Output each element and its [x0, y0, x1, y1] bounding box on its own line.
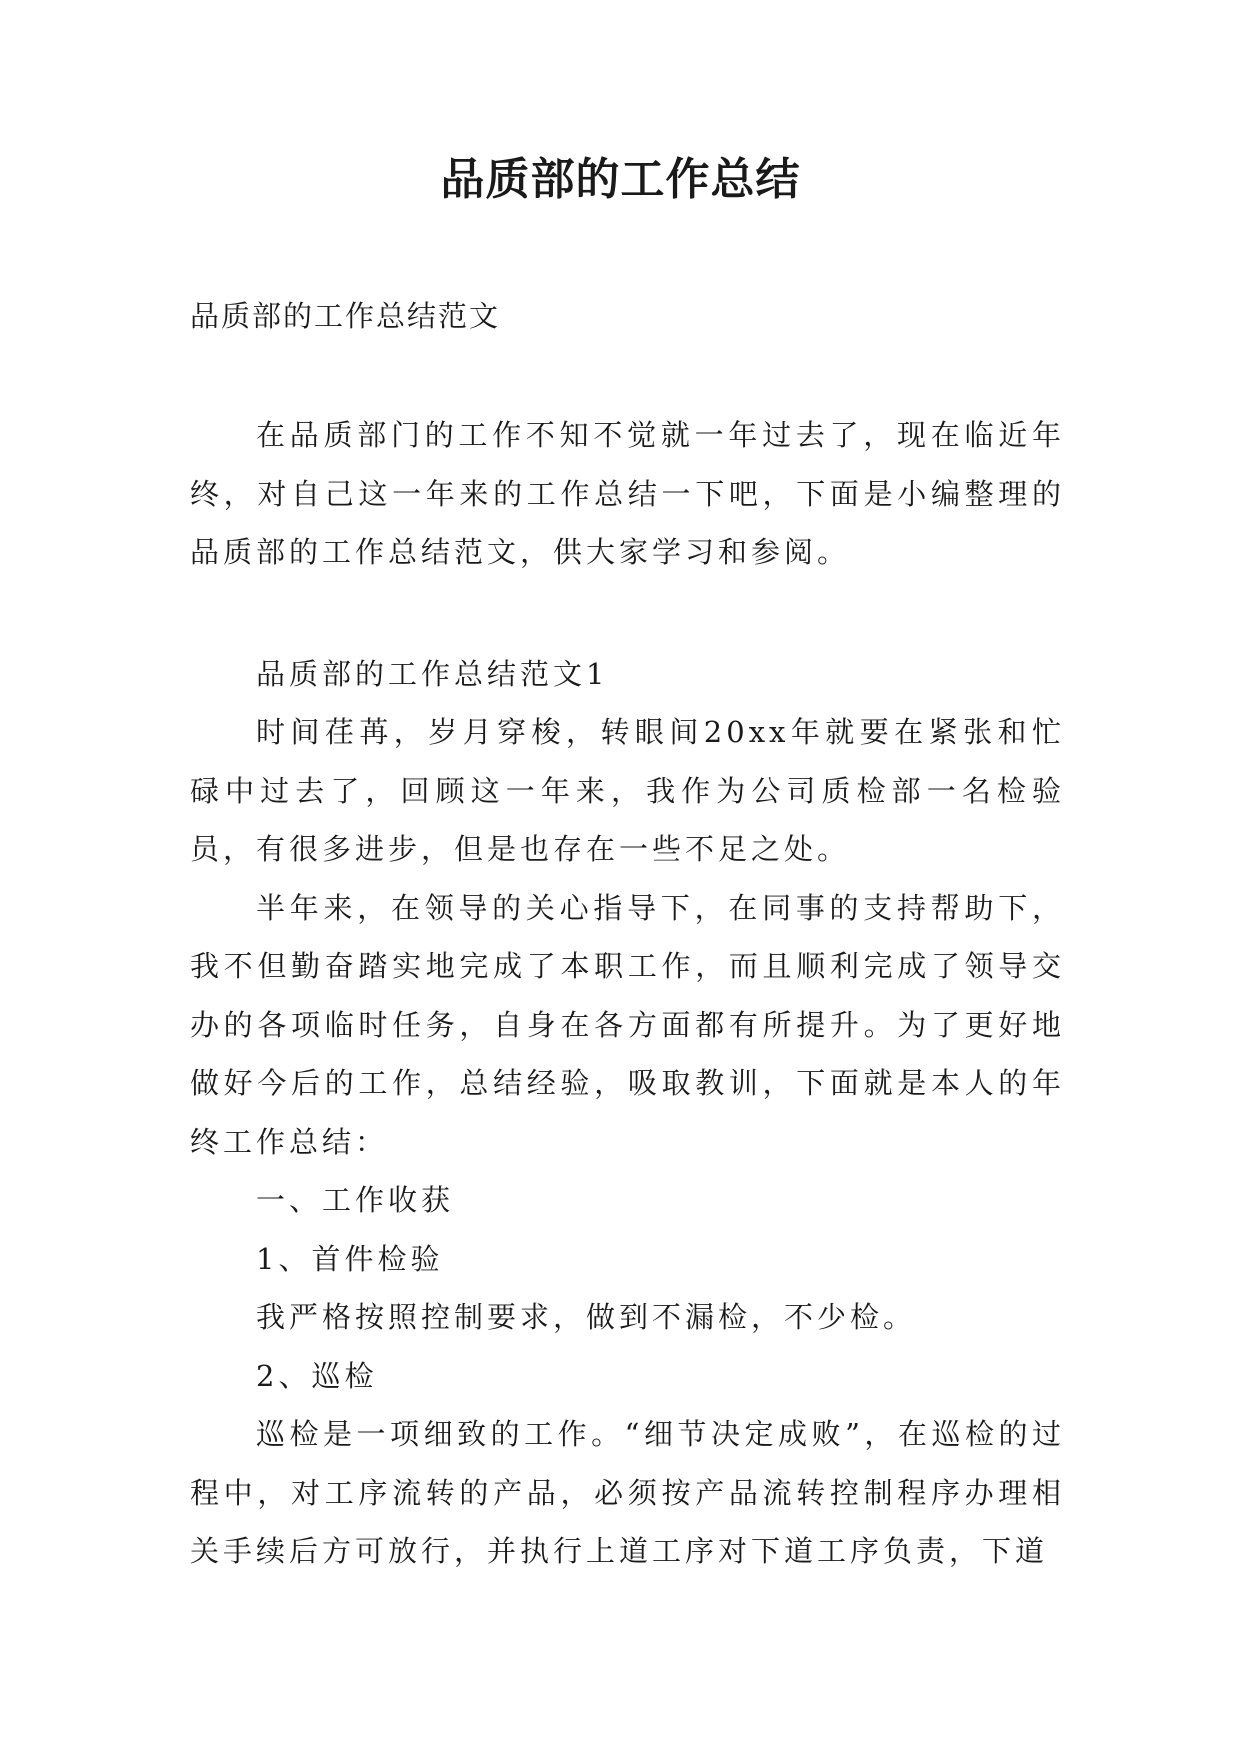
body-paragraph: 我严格按照控制要求，做到不漏检，不少检。 [256, 1300, 917, 1334]
paragraph-gap [190, 582, 1065, 645]
intro-paragraph: 在品质部门的工作不知不觉就一年过去了，现在临近年终，对自己这一年来的工作总结一下吧，下面是小编整理的品质部的工作总结范文，供大家学习和参阅。 [190, 418, 1065, 569]
body-paragraph: 巡检是一项细致的工作。“细节决定成败”，在巡检的过程中，对工序流转的产品，必须按产品流转控制程序办理相关手续后方可放行，并执行上道工序对下道工序负责，下道 [190, 1417, 1065, 1568]
subsection-heading: 2、巡检 [256, 1358, 378, 1393]
document-subtitle: 品质部的工作总结范文 [190, 299, 501, 333]
subsection-heading: 1、首件检验 [256, 1241, 444, 1276]
section-heading: 品质部的工作总结范文1 [256, 656, 609, 691]
body-paragraph: 半年来，在领导的关心指导下，在同事的支持帮助下，我不但勤奋踏实地完成了本职工作，而且顺利完成了领导交办的各项临时任务，自身在各方面都有所提升。为了更好地做好今后的工作，总结经验，吸取教训，下面就是本人的年终工作总结： [190, 890, 1065, 1159]
document-title: 品质部的工作总结 [440, 154, 801, 205]
section-heading: 一、工作收获 [256, 1183, 455, 1217]
document-body [190, 406, 1065, 1581]
body-paragraph: 时间荏苒，岁月穿梭，转眼间20xx年就要在紧张和忙碌中过去了，回顾这一年来，我作为公司质检部一名检验员，有很多进步，但是也存在一些不足之处。 [190, 715, 1065, 866]
